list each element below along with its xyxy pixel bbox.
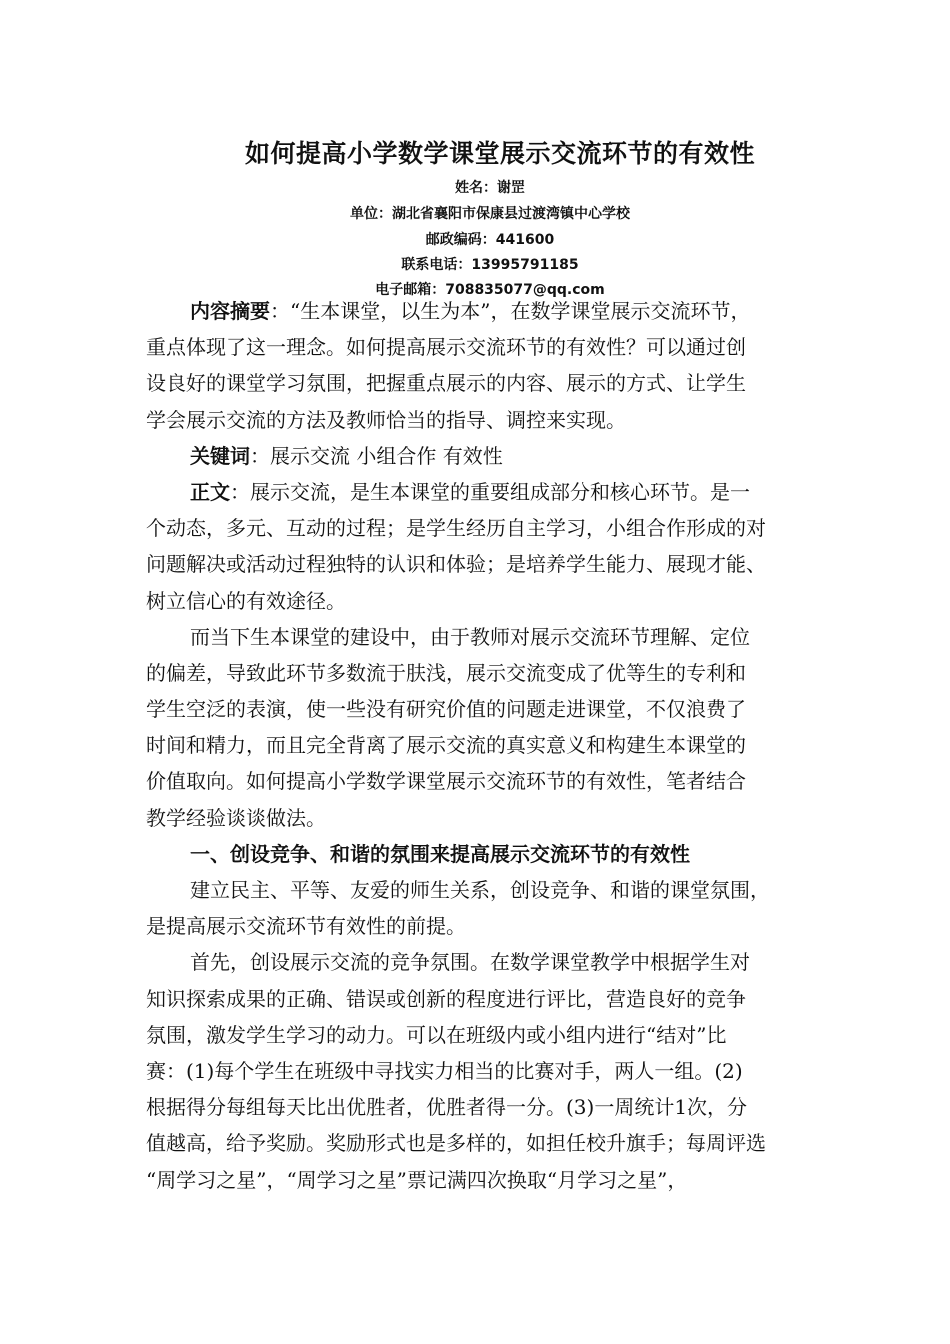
author-unit: 单位：湖北省襄阳市保康县过渡湾镇中心学校	[350, 206, 630, 222]
body-line: 树立信心的有效途径。	[146, 588, 346, 613]
paragraph-line: “周学习之星”，“周学习之星”票记满四次换取“月学习之星”，	[146, 1167, 688, 1192]
main-text	[146, 293, 826, 1198]
paragraph-line: 氛围，激发学生学习的动力。可以在班级内或小组内进行“结对”比	[146, 1022, 727, 1047]
body-line: 正文：展示交流，是生本课堂的重要组成部分和核心环节。是一	[190, 479, 750, 504]
abstract-line: 设良好的课堂学习氛围，把握重点展示的内容、展示的方式、让学生	[146, 371, 746, 396]
author-name: 姓名：谢罡	[455, 180, 525, 196]
paragraph-line: 的偏差，导致此环节多数流于肤浅，展示交流变成了优等生的专利和	[146, 660, 746, 685]
abstract-line: 重点体现了这一理念。如何提高展示交流环节的有效性？可以通过创	[146, 335, 746, 360]
body-line: 个动态，多元、互动的过程；是学生经历自主学习，小组合作形成的对	[146, 516, 766, 541]
paragraph-line: 赛：(1)每个学生在班级中寻找实力相当的比赛对手，两人一组。(2)	[146, 1058, 743, 1083]
paragraph-line: 根据得分每组每天比出优胜者，优胜者得一分。(3)一周统计1次，分	[146, 1095, 748, 1120]
phone: 联系电话：13995791185	[401, 257, 579, 273]
paragraph-line: 而当下生本课堂的建设中，由于教师对展示交流环节理解、定位	[190, 624, 750, 649]
body-line: 问题解决或活动过程独特的认识和体验；是培养学生能力、展现才能、	[146, 552, 766, 577]
paragraph-line: 学生空泛的表演，使一些没有研究价值的问题走进课堂，不仅浪费了	[146, 697, 746, 722]
document-title: 如何提高小学数学课堂展示交流环节的有效性	[244, 139, 755, 168]
keywords-label: 关键词	[190, 443, 250, 468]
paragraph-line: 知识探索成果的正确、错误或创新的程度进行评比，营造良好的竞争	[146, 986, 746, 1011]
abstract-line: 学会展示交流的方法及教师恰当的指导、调控来实现。	[146, 407, 626, 432]
paragraph-line: 建立民主、平等、友爱的师生关系，创设竞争、和谐的课堂氛围，	[190, 878, 770, 902]
paragraph-line: 是提高展示交流环节有效性的前提。	[146, 914, 466, 939]
section-heading: 一、创设竞争、和谐的氛围来提高展示交流环节的有效性	[190, 841, 690, 866]
paragraph-line: 时间和精力，而且完全背离了展示交流的真实意义和构建生本课堂的	[146, 733, 746, 758]
keywords-line: 关键词：展示交流 小组合作 有效性	[190, 443, 503, 468]
paragraph-line: 首先，创设展示交流的竞争氛围。在数学课堂教学中根据学生对	[190, 950, 750, 975]
paragraph-line: 教学经验谈谈做法。	[146, 805, 326, 830]
body-label: 正文	[190, 479, 230, 504]
paragraph-line: 价值取向。如何提高小学数学课堂展示交流环节的有效性，笔者结合	[146, 769, 746, 794]
paragraph-line: 值越高，给予奖励。奖励形式也是多样的，如担任校升旗手；每周评选	[146, 1131, 766, 1156]
email: 电子邮箱：708835077@qq.com	[375, 282, 605, 298]
abstract-label: 内容摘要	[190, 299, 270, 323]
abstract-line: 内容摘要：“生本课堂，以生为本”，在数学课堂展示交流环节，	[190, 299, 751, 323]
postcode: 邮政编码：441600	[425, 232, 555, 248]
